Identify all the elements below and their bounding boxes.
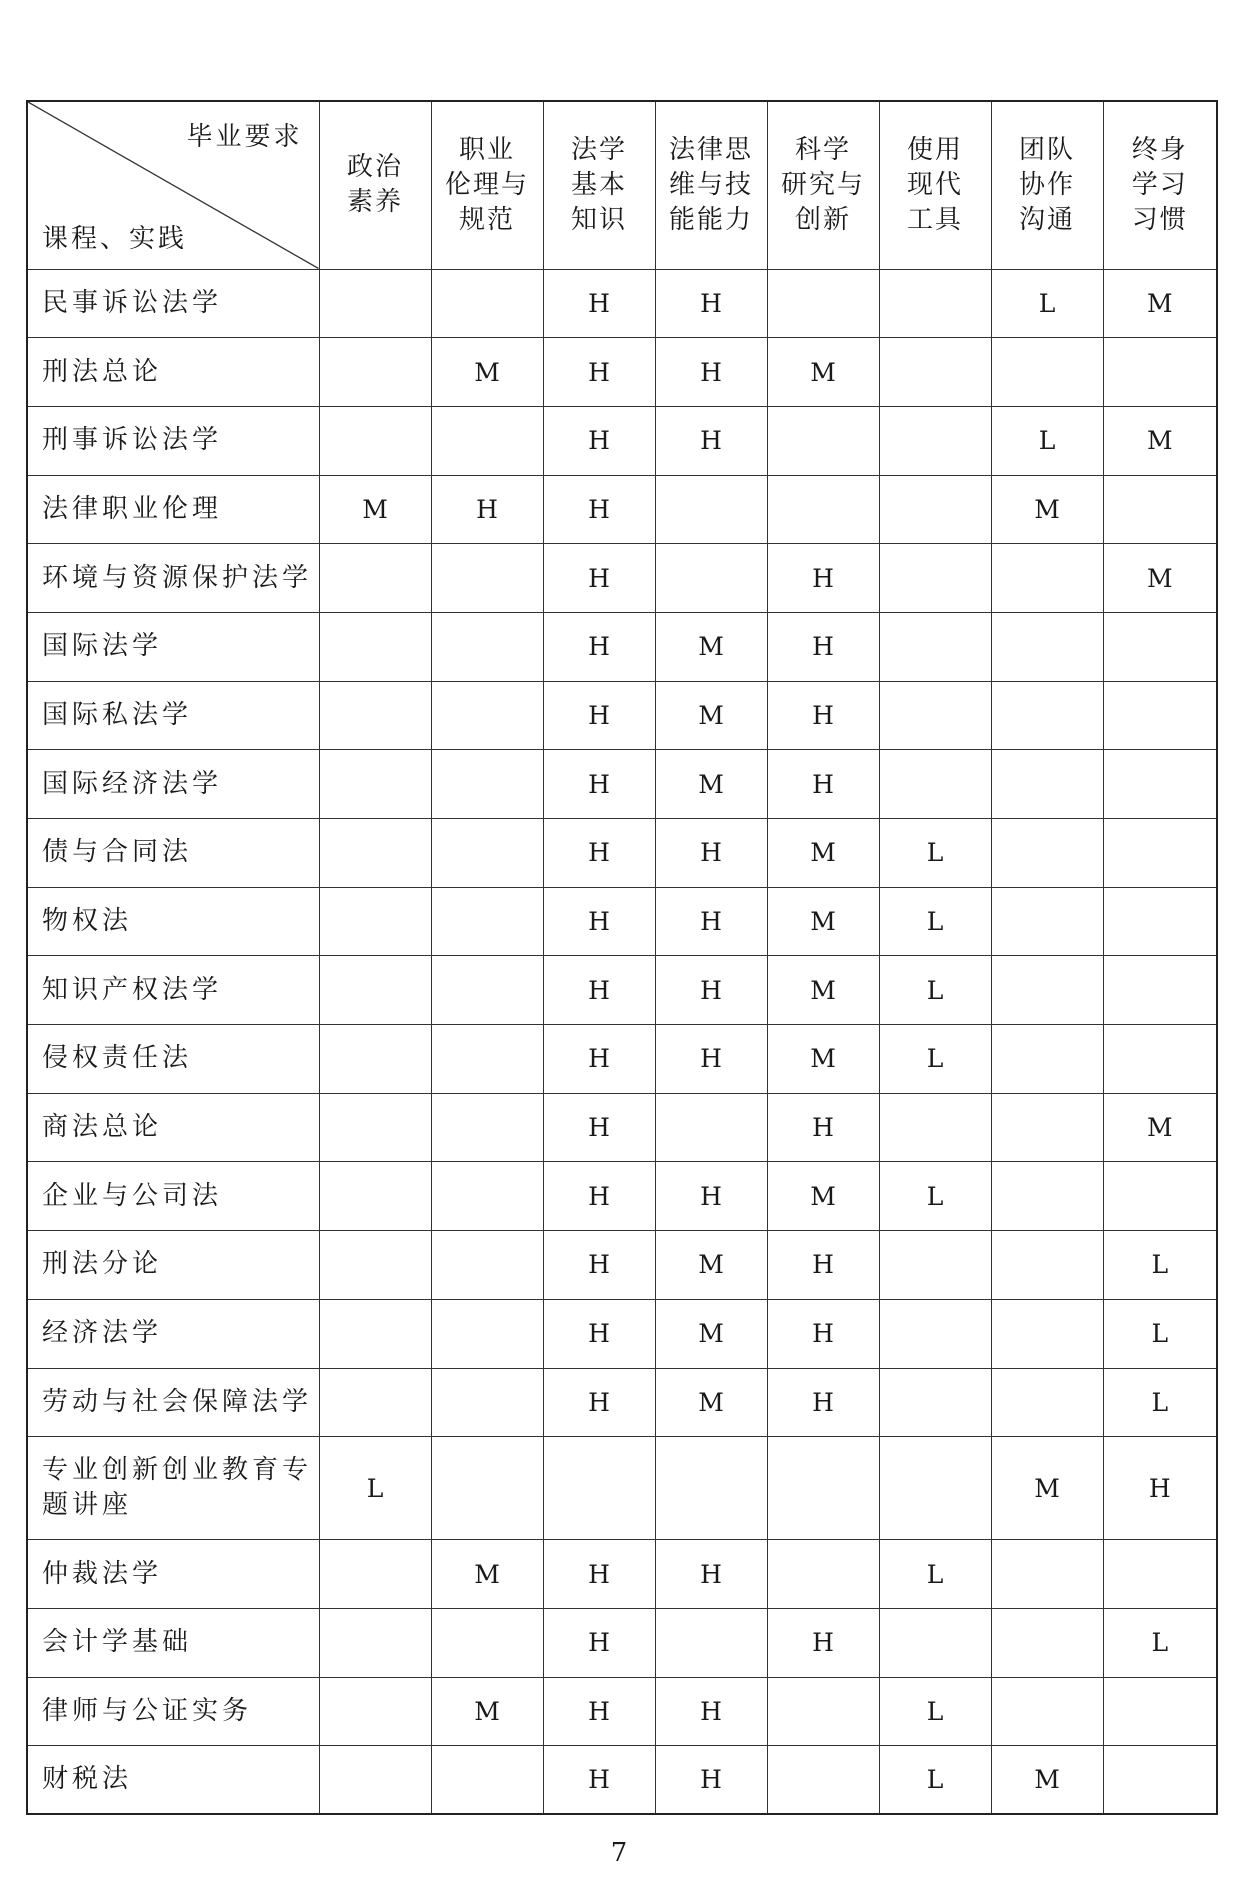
table-body — [27, 269, 1217, 1814]
rating-cell: H — [655, 1162, 767, 1231]
rating-cell: H — [543, 1025, 655, 1094]
course-name-cell: 专业创新创业教育专题讲座 — [27, 1437, 319, 1540]
rating-cell: H — [543, 269, 655, 338]
rating-cell — [991, 681, 1103, 750]
rating-cell — [319, 406, 431, 475]
course-name-cell: 刑法总论 — [27, 338, 319, 407]
rating-cell: H — [543, 1162, 655, 1231]
course-name-cell: 民事诉讼法学 — [27, 269, 319, 338]
rating-cell — [991, 1608, 1103, 1677]
table-row — [27, 1746, 1217, 1815]
rating-cell: H — [543, 1540, 655, 1609]
rating-cell: M — [431, 338, 543, 407]
table-row — [27, 956, 1217, 1025]
table-row — [27, 1437, 1217, 1540]
rating-cell — [431, 1162, 543, 1231]
rating-cell — [431, 750, 543, 819]
rating-cell: H — [767, 1608, 879, 1677]
column-header-line: 素养 — [346, 187, 403, 218]
rating-cell — [1103, 1677, 1217, 1746]
course-name-cell: 企业与公司法 — [27, 1162, 319, 1231]
rating-cell: L — [879, 1540, 991, 1609]
table-row — [27, 1093, 1217, 1162]
table-row — [27, 269, 1217, 338]
rating-cell — [991, 1540, 1103, 1609]
rating-cell — [767, 406, 879, 475]
rating-cell — [319, 956, 431, 1025]
course-name-cell: 律师与公证实务 — [27, 1677, 319, 1746]
column-header — [767, 101, 879, 269]
course-name-cell: 商法总论 — [27, 1093, 319, 1162]
rating-cell: H — [543, 750, 655, 819]
rating-cell: M — [655, 1368, 767, 1437]
rating-cell — [879, 475, 991, 544]
rating-cell: H — [767, 681, 879, 750]
course-name-cell: 知识产权法学 — [27, 956, 319, 1025]
rating-cell — [319, 1608, 431, 1677]
table-row — [27, 1162, 1217, 1231]
column-header-line: 法学 — [570, 134, 627, 165]
rating-cell: H — [543, 406, 655, 475]
rating-cell — [543, 1437, 655, 1540]
course-name-cell: 财税法 — [27, 1746, 319, 1815]
rating-cell: H — [655, 887, 767, 956]
rating-cell — [879, 1093, 991, 1162]
rating-cell — [879, 269, 991, 338]
rating-cell — [431, 1437, 543, 1540]
rating-cell: H — [655, 1540, 767, 1609]
table-row — [27, 338, 1217, 407]
rating-cell — [991, 1231, 1103, 1300]
rating-cell — [767, 1677, 879, 1746]
rating-cell — [1103, 338, 1217, 407]
rating-cell: H — [543, 475, 655, 544]
column-header-line: 伦理与 — [444, 169, 529, 200]
rating-cell: H — [543, 612, 655, 681]
table-row — [27, 406, 1217, 475]
table-row — [27, 544, 1217, 613]
rating-cell — [431, 406, 543, 475]
rating-cell — [319, 1677, 431, 1746]
course-name-cell: 劳动与社会保障法学 — [27, 1368, 319, 1437]
rating-cell — [319, 269, 431, 338]
rating-cell: M — [655, 681, 767, 750]
rating-cell — [319, 1299, 431, 1368]
column-header — [991, 101, 1103, 269]
rating-cell — [767, 475, 879, 544]
rating-cell: M — [991, 1437, 1103, 1540]
rating-cell: M — [767, 1025, 879, 1094]
rating-cell — [319, 819, 431, 888]
rating-cell: M — [655, 612, 767, 681]
rating-cell: M — [991, 1746, 1103, 1815]
rating-cell: M — [655, 750, 767, 819]
rating-cell: H — [767, 612, 879, 681]
table-row — [27, 681, 1217, 750]
column-header-line: 协作 — [1018, 169, 1075, 200]
corner-bottom-label: 课程、实践 — [42, 223, 188, 254]
rating-cell — [431, 269, 543, 338]
column-header-line: 法律思 — [668, 134, 753, 165]
column-header — [655, 101, 767, 269]
rating-cell: L — [879, 956, 991, 1025]
rating-cell — [991, 956, 1103, 1025]
rating-cell — [431, 956, 543, 1025]
rating-cell — [1103, 475, 1217, 544]
rating-cell — [431, 1299, 543, 1368]
table-row — [27, 887, 1217, 956]
rating-cell — [319, 1746, 431, 1815]
rating-cell — [767, 269, 879, 338]
rating-cell: M — [767, 819, 879, 888]
rating-cell — [991, 612, 1103, 681]
column-header-line: 团队 — [1018, 134, 1075, 165]
rating-cell — [655, 475, 767, 544]
rating-cell — [319, 887, 431, 956]
rating-cell: L — [1103, 1608, 1217, 1677]
course-name-cell: 法律职业伦理 — [27, 475, 319, 544]
column-header-line: 科学 — [794, 134, 851, 165]
course-name-cell: 刑法分论 — [27, 1231, 319, 1300]
corner-top-label: 毕业要求 — [186, 122, 303, 152]
rating-cell — [879, 1437, 991, 1540]
rating-cell: H — [543, 1093, 655, 1162]
column-header — [1103, 101, 1217, 269]
rating-cell — [655, 544, 767, 613]
table-row — [27, 612, 1217, 681]
corner-header-cell — [27, 101, 319, 269]
rating-cell — [991, 1025, 1103, 1094]
column-header-line: 现代 — [906, 169, 963, 200]
rating-cell: H — [767, 1093, 879, 1162]
rating-cell: H — [543, 1746, 655, 1815]
rating-cell — [1103, 612, 1217, 681]
curriculum-matrix-table — [26, 100, 1218, 1815]
rating-cell — [431, 1608, 543, 1677]
rating-cell: M — [767, 887, 879, 956]
rating-cell: M — [767, 956, 879, 1025]
rating-cell — [1103, 1540, 1217, 1609]
rating-cell: H — [655, 956, 767, 1025]
rating-cell: H — [655, 1025, 767, 1094]
rating-cell — [319, 750, 431, 819]
rating-cell — [991, 1677, 1103, 1746]
rating-cell — [991, 887, 1103, 956]
course-name-cell: 刑事诉讼法学 — [27, 406, 319, 475]
rating-cell — [431, 1231, 543, 1300]
table-row — [27, 750, 1217, 819]
rating-cell — [879, 1368, 991, 1437]
rating-cell — [431, 1368, 543, 1437]
rating-cell: L — [1103, 1299, 1217, 1368]
table-row — [27, 819, 1217, 888]
course-name-cell: 物权法 — [27, 887, 319, 956]
rating-cell — [1103, 750, 1217, 819]
rating-cell — [431, 612, 543, 681]
column-header-line: 工具 — [906, 204, 963, 235]
rating-cell — [319, 612, 431, 681]
rating-cell: L — [879, 1162, 991, 1231]
rating-cell — [767, 1437, 879, 1540]
course-name-cell: 会计学基础 — [27, 1608, 319, 1677]
rating-cell — [991, 544, 1103, 613]
rating-cell — [431, 1025, 543, 1094]
rating-cell: H — [767, 544, 879, 613]
rating-cell: M — [991, 475, 1103, 544]
rating-cell — [431, 1746, 543, 1815]
rating-cell — [991, 1368, 1103, 1437]
rating-cell — [319, 1540, 431, 1609]
rating-cell: H — [543, 1368, 655, 1437]
header-row — [27, 101, 1217, 269]
column-header — [543, 101, 655, 269]
rating-cell: M — [431, 1540, 543, 1609]
rating-cell — [991, 338, 1103, 407]
course-name-cell: 经济法学 — [27, 1299, 319, 1368]
rating-cell — [1103, 1025, 1217, 1094]
rating-cell: L — [879, 1677, 991, 1746]
rating-cell: H — [767, 1231, 879, 1300]
course-name-cell: 债与合同法 — [27, 819, 319, 888]
rating-cell: H — [543, 819, 655, 888]
column-header-line: 终身 — [1131, 134, 1188, 165]
rating-cell: H — [543, 956, 655, 1025]
rating-cell: M — [655, 1231, 767, 1300]
course-name-cell: 仲裁法学 — [27, 1540, 319, 1609]
rating-cell: H — [543, 1677, 655, 1746]
column-header-line: 习惯 — [1131, 204, 1188, 235]
rating-cell: L — [879, 819, 991, 888]
rating-cell: H — [543, 887, 655, 956]
column-header-line: 维与技 — [668, 169, 753, 200]
rating-cell: H — [767, 1299, 879, 1368]
rating-cell — [431, 819, 543, 888]
rating-cell — [319, 1025, 431, 1094]
column-header-line: 基本 — [570, 169, 627, 200]
rating-cell — [991, 1299, 1103, 1368]
rating-cell: H — [655, 269, 767, 338]
rating-cell: H — [655, 406, 767, 475]
table-row — [27, 475, 1217, 544]
rating-cell — [991, 1093, 1103, 1162]
rating-cell — [879, 612, 991, 681]
rating-cell: L — [991, 406, 1103, 475]
rating-cell — [879, 1608, 991, 1677]
rating-cell: H — [767, 1368, 879, 1437]
rating-cell — [879, 1299, 991, 1368]
rating-cell: H — [543, 681, 655, 750]
column-header — [879, 101, 991, 269]
rating-cell — [879, 406, 991, 475]
rating-cell: H — [543, 1231, 655, 1300]
rating-cell — [991, 750, 1103, 819]
table-row — [27, 1368, 1217, 1437]
rating-cell: M — [1103, 1093, 1217, 1162]
rating-cell: M — [655, 1299, 767, 1368]
rating-cell: M — [1103, 406, 1217, 475]
rating-cell — [319, 338, 431, 407]
page-number: 7 — [610, 1838, 628, 1868]
table-row — [27, 1677, 1217, 1746]
rating-cell: M — [431, 1677, 543, 1746]
rating-cell — [655, 1608, 767, 1677]
rating-cell — [879, 750, 991, 819]
rating-cell: H — [543, 338, 655, 407]
column-header-line: 沟通 — [1018, 204, 1075, 235]
rating-cell: M — [1103, 269, 1217, 338]
rating-cell: L — [879, 1746, 991, 1815]
course-name-cell: 环境与资源保护法学 — [27, 544, 319, 613]
rating-cell: M — [319, 475, 431, 544]
rating-cell — [991, 1162, 1103, 1231]
rating-cell: H — [655, 338, 767, 407]
rating-cell: H — [543, 1299, 655, 1368]
rating-cell — [319, 544, 431, 613]
course-name-cell: 侵权责任法 — [27, 1025, 319, 1094]
table-row — [27, 1231, 1217, 1300]
rating-cell — [431, 544, 543, 613]
column-header-line: 规范 — [458, 204, 515, 235]
rating-cell: H — [655, 819, 767, 888]
rating-cell: L — [991, 269, 1103, 338]
rating-cell: H — [543, 1608, 655, 1677]
rating-cell: H — [655, 1677, 767, 1746]
rating-cell — [431, 1093, 543, 1162]
rating-cell: H — [655, 1746, 767, 1815]
course-name-cell: 国际法学 — [27, 612, 319, 681]
rating-cell — [319, 1162, 431, 1231]
column-header — [319, 101, 431, 269]
column-header-line: 研究与 — [780, 169, 865, 200]
rating-cell: H — [431, 475, 543, 544]
rating-cell — [767, 1540, 879, 1609]
rating-cell — [1103, 1746, 1217, 1815]
column-header-line: 职业 — [458, 134, 515, 165]
rating-cell: M — [767, 338, 879, 407]
course-name-cell: 国际经济法学 — [27, 750, 319, 819]
rating-cell — [1103, 1162, 1217, 1231]
rating-cell — [319, 681, 431, 750]
rating-cell: L — [879, 1025, 991, 1094]
rating-cell: L — [319, 1437, 431, 1540]
rating-cell: L — [1103, 1368, 1217, 1437]
rating-cell: H — [1103, 1437, 1217, 1540]
rating-cell — [879, 681, 991, 750]
rating-cell — [319, 1368, 431, 1437]
column-header-line: 政治 — [346, 152, 403, 183]
rating-cell: M — [767, 1162, 879, 1231]
column-header-line: 能能力 — [668, 204, 753, 235]
table-row — [27, 1540, 1217, 1609]
rating-cell — [1103, 819, 1217, 888]
table-row — [27, 1299, 1217, 1368]
rating-cell — [655, 1437, 767, 1540]
rating-cell — [767, 1746, 879, 1815]
rating-cell — [879, 338, 991, 407]
rating-cell — [1103, 956, 1217, 1025]
rating-cell — [991, 819, 1103, 888]
rating-cell — [319, 1231, 431, 1300]
rating-cell: H — [767, 750, 879, 819]
column-header-line: 创新 — [794, 204, 851, 235]
column-header-line: 学习 — [1131, 169, 1188, 200]
rating-cell — [431, 681, 543, 750]
rating-cell — [655, 1093, 767, 1162]
column-header — [431, 101, 543, 269]
course-name-cell: 国际私法学 — [27, 681, 319, 750]
rating-cell: H — [543, 544, 655, 613]
column-header-line: 使用 — [906, 134, 963, 165]
rating-cell: L — [1103, 1231, 1217, 1300]
table-row — [27, 1025, 1217, 1094]
rating-cell — [879, 1231, 991, 1300]
rating-cell — [1103, 887, 1217, 956]
rating-cell: L — [879, 887, 991, 956]
rating-cell — [879, 544, 991, 613]
table-row — [27, 1608, 1217, 1677]
rating-cell — [319, 1093, 431, 1162]
column-header-line: 知识 — [570, 204, 627, 235]
rating-cell — [1103, 681, 1217, 750]
rating-cell — [431, 887, 543, 956]
rating-cell: M — [1103, 544, 1217, 613]
